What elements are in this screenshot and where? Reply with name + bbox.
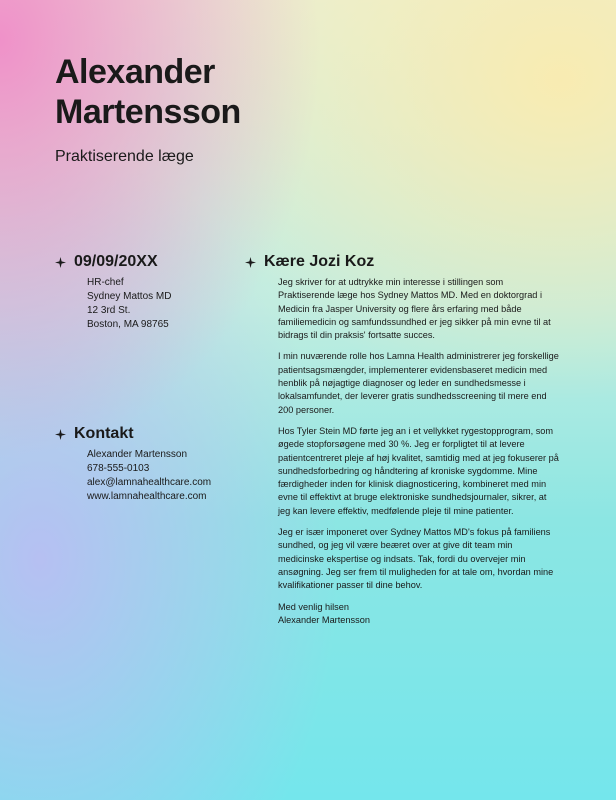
recipient-address: [87, 276, 230, 332]
contact-name: Alexander Martensson: [87, 449, 188, 460]
salutation: [245, 252, 560, 272]
letter-body: [245, 252, 560, 627]
letter-paragraph: Jeg skriver for at udtrykke min interesse i stillingen som Praktiserende læge hos Sydney Mattos MD. Med en doktorgrad i Medicin fra Jasper University og flere års erfaring med både familiemedicin og samfundssundhed er jeg sikker på min evne til at bidrags til din praksis' fortsatte succes.: [278, 277, 551, 341]
last-name: Martensson: [55, 93, 241, 131]
letter-paragraph: Hos Tyler Stein MD førte jeg an i et vellykket rygestopprogram, som øgede stopforsøgene med 30 %. Jeg er forpligtet til at levere patientcentreret pleje af høj kvalitet, samtidig med at jeg fokuserer på sundhedsforbedring og håndtering af kroniske sygdomme. Mine færdigheder inden for klinisk diagnosticering, kombineret med min evne til effektivt at bruge elektroniske sundhedsjournaler, sikrer, at jeg kan levere effektiv, medfølende pleje til mine patienter.: [278, 425, 559, 516]
letter-text: [278, 276, 560, 627]
salutation-text: Kære Jozi Koz: [264, 253, 375, 270]
letter-paragraph: Jeg er især imponeret over Sydney Mattos MD's fokus på familiens sundhed, og jeg vil være beæret over at give dit team min medicinske ekspertise og indsats. Tak, fordi du overvejer min ansøgning. Jeg ser frem til muligheden for at tale om, hvordan mine kvalifikationer passer til dine behov.: [278, 527, 554, 591]
recipient-line: Boston, MA 98765: [87, 319, 169, 330]
sparkle-icon: [55, 257, 66, 268]
contact-heading: [55, 424, 230, 444]
date-heading: [55, 252, 230, 272]
letter-paragraph: I min nuværende rolle hos Lamna Health administrerer jeg forskellige patientsagsmængder, implementerer evidensbaseret medicin med henblik på nøjagtige diagnoser og leder en sundhedsmesse i lokalsamfundet, der leverer gratis sundhedsscreening til mere end 200 personer.: [278, 351, 559, 415]
applicant-name: [55, 52, 241, 132]
sidebar: [55, 252, 230, 504]
contact-details: [87, 448, 230, 504]
letter-date: 09/09/20XX: [74, 253, 158, 270]
sparkle-icon: [245, 257, 256, 268]
letter-closing: Med venlig hilsen: [278, 601, 349, 612]
letter-signature: Alexander Martensson: [278, 614, 370, 625]
contact-section: [55, 424, 230, 504]
recipient-line: HR-chef: [87, 277, 124, 288]
recipient-section: [55, 252, 230, 332]
contact-website[interactable]: www.lamnahealthcare.com: [87, 491, 207, 502]
contact-phone: 678-555-0103: [87, 463, 150, 474]
sparkle-icon: [55, 429, 66, 440]
recipient-line: Sydney Mattos MD: [87, 291, 172, 302]
first-name: Alexander: [55, 53, 215, 91]
recipient-line: 12 3rd St.: [87, 305, 131, 316]
job-title: Praktiserende læge: [55, 148, 194, 165]
contact-email[interactable]: alex@lamnahealthcare.com: [87, 477, 212, 488]
contact-heading-label: Kontakt: [74, 425, 134, 442]
